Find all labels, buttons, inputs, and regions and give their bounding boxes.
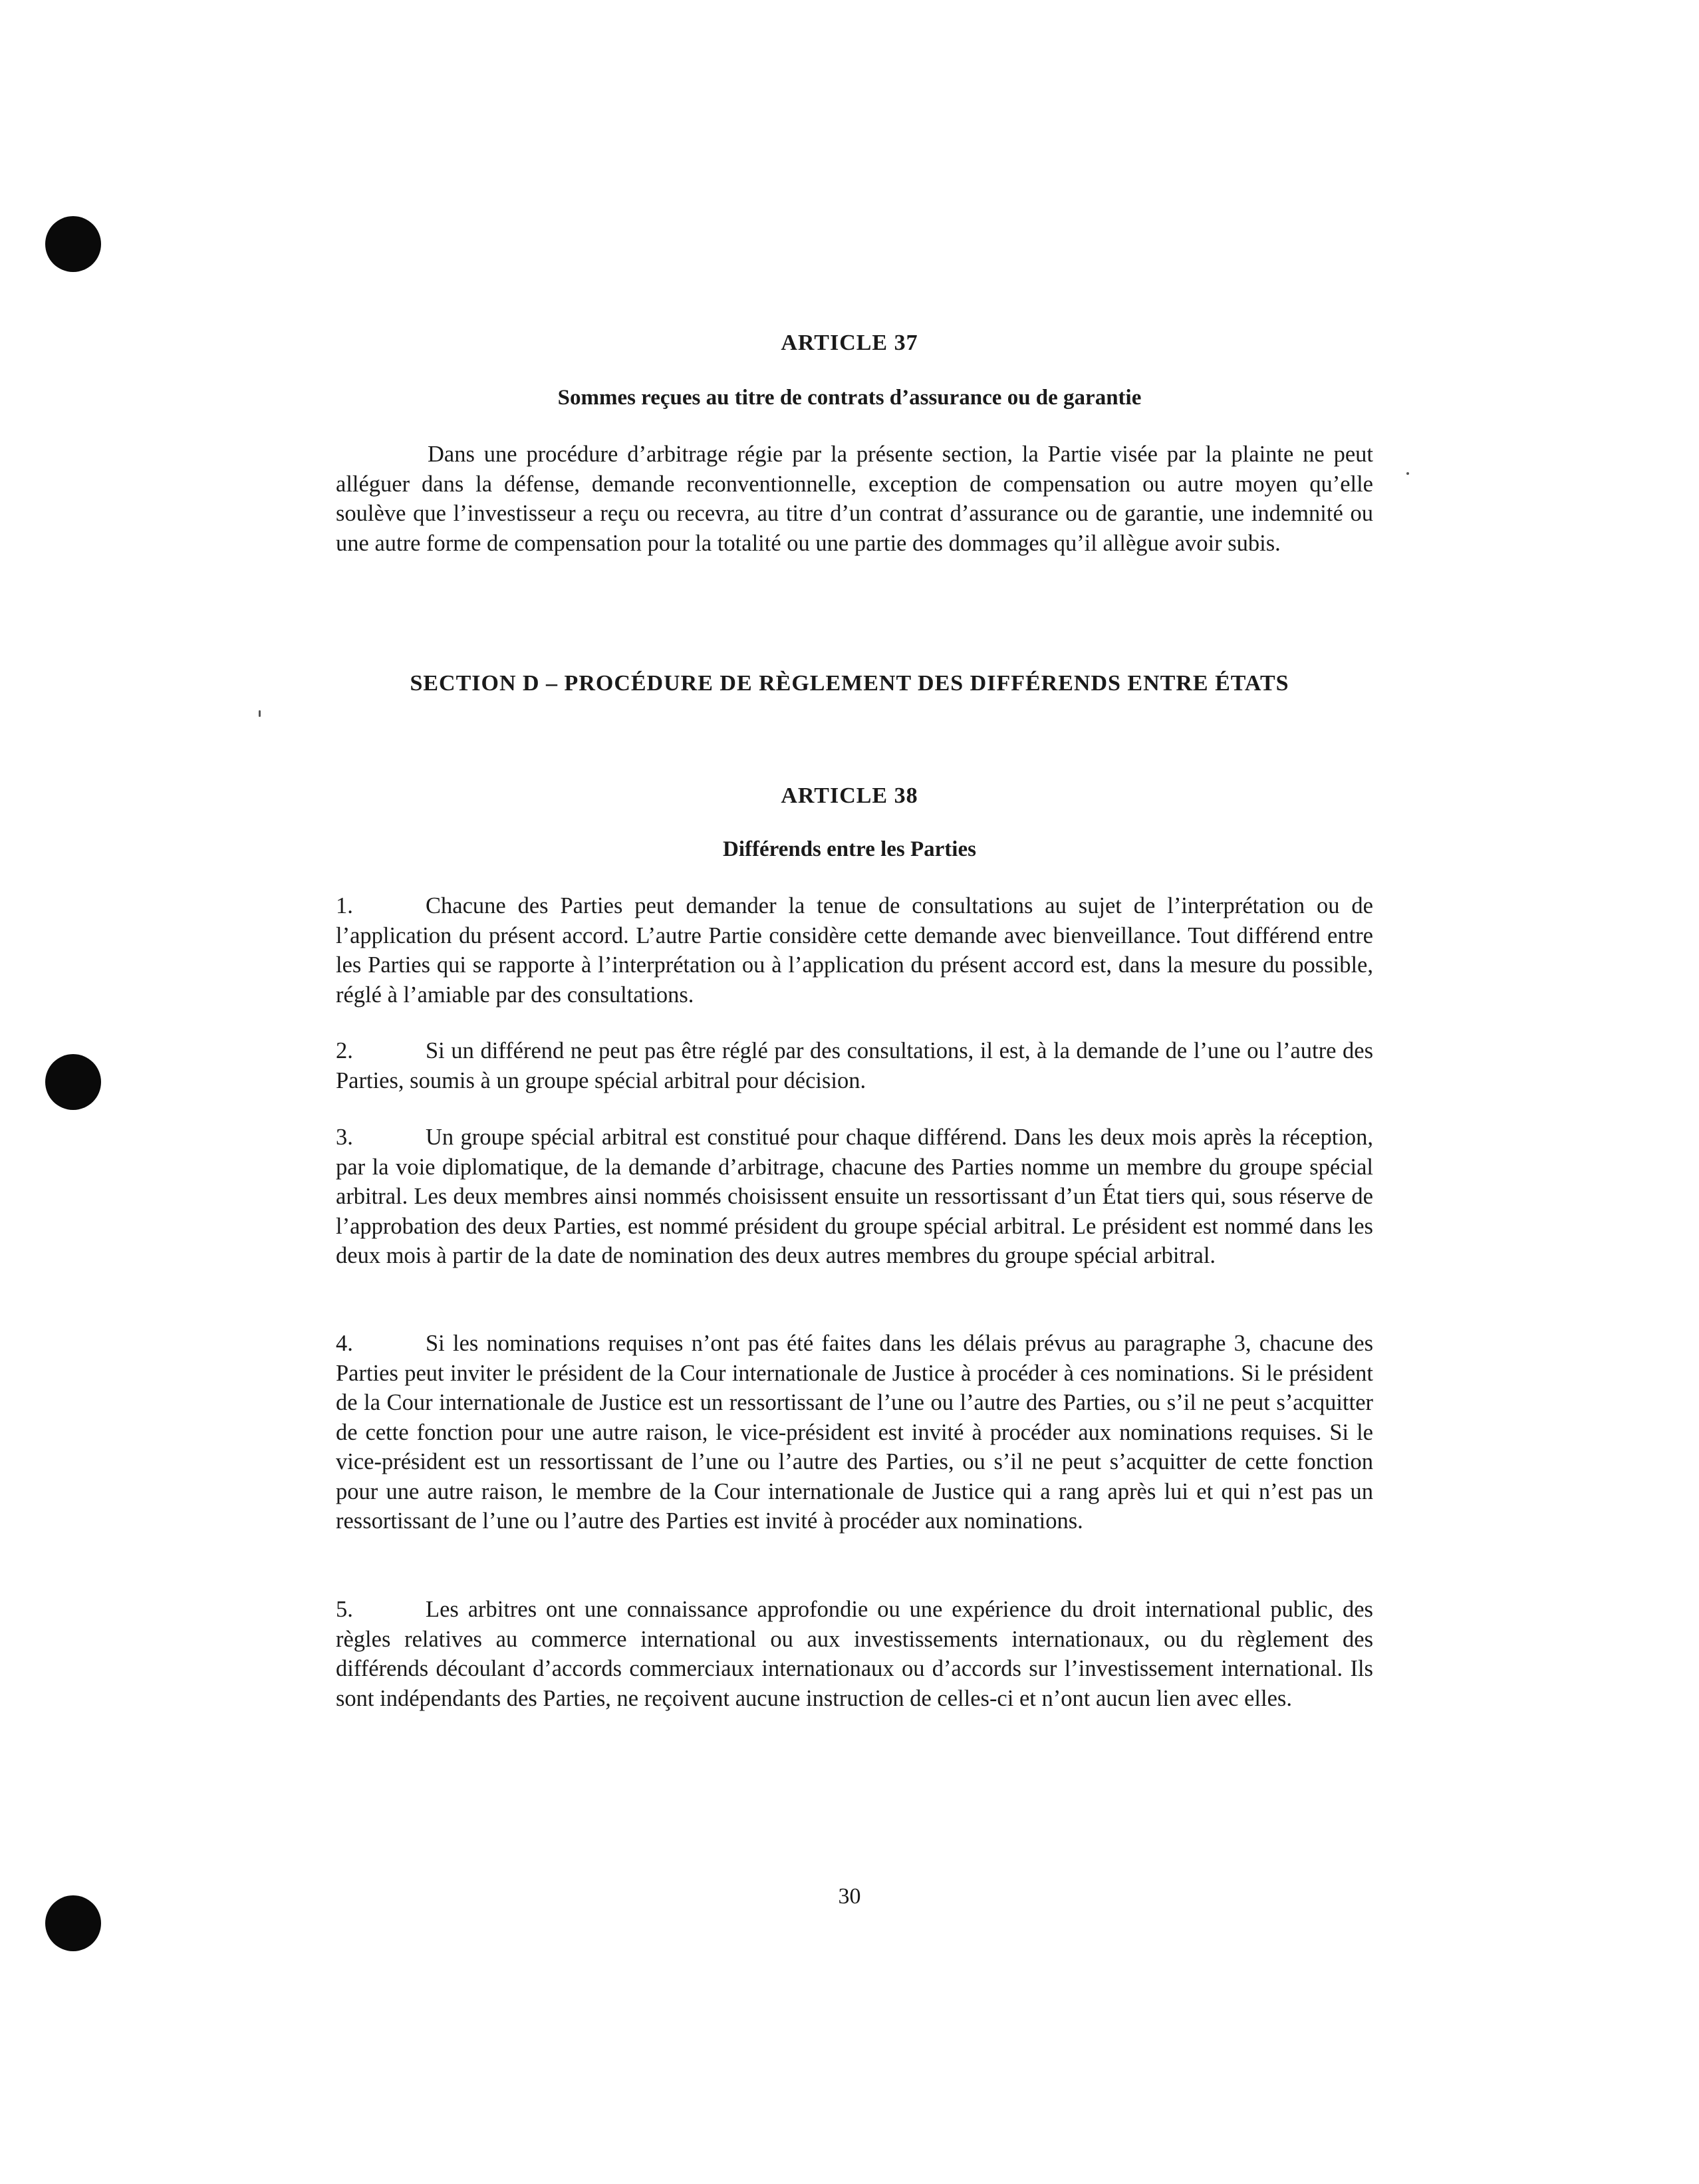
article-38-paragraph-4 <box>336 1329 1373 1536</box>
paragraph-text: Si un différend ne peut pas être réglé par des consultations, il est, à la demande de l’une ou l’autre des Parties, soumis à un groupe spécial arbitral pour décision. <box>336 1038 1373 1093</box>
article-37-title: ARTICLE 37 <box>781 331 918 355</box>
article-37-body: Dans une procédure d’arbitrage régie par la présente section, la Partie visée par la plainte ne peut alléguer dans la défense, demande reconventionnelle, exception de compensation ou autre moyen qu’elle soulève que l’investisseur a reçu ou recevra, au titre d’un contrat d’assurance ou de garantie, une indemnité ou une autre forme de compensation pour la totalité ou une partie des dommages qu’il allègue avoir subis. <box>336 442 1373 556</box>
article-38-subtitle: Différends entre les Parties <box>723 837 976 861</box>
paragraph-number: 4. <box>336 1331 353 1356</box>
scan-speck <box>1406 472 1409 475</box>
article-38-paragraph-2 <box>336 1036 1373 1095</box>
paragraph-text: Chacune des Parties peut demander la tenue de consultations au sujet de l’interprétation ou de l’application du présent accord. L’autre Partie considère cette demande avec bienveillance. Tout différend entre les Parties qui se rapporte à l’interprétation ou à l’application du présent accord est, dans la mesure du possible, réglé à l’amiable par des consultations. <box>336 893 1373 1008</box>
paragraph-number: 5. <box>336 1597 353 1622</box>
punch-hole-middle <box>45 1054 101 1110</box>
paragraph-number: 3. <box>336 1125 353 1150</box>
article-38-paragraph-5 <box>336 1595 1373 1713</box>
scan-speck <box>259 710 261 717</box>
paragraph-text: Un groupe spécial arbitral est constitué pour chaque différend. Dans les deux mois après la réception, par la voie diplomatique, de la demande d’arbitrage, chacune des Parties nomme un membre du groupe spécial arbitral. Les deux membres ainsi nommés choisissent ensuite un ressortissant d’un État tiers qui, sous réserve de l’approbation des deux Parties, est nommé président du groupe spécial arbitral. Le président est nommé dans les deux mois à partir de la date de nomination des deux autres membres du groupe spécial arbitral. <box>336 1125 1373 1268</box>
article-37-subtitle: Sommes reçues au titre de contrats d’assurance ou de garantie <box>557 386 1142 410</box>
paragraph-text: Si les nominations requises n’ont pas été faites dans les délais prévus au paragraphe 3, chacune des Parties peut inviter le président de la Cour internationale de Justice à procéder à ces nominations. Si le président de la Cour internationale de Justice est un ressortissant de l’une ou l’autre des Parties, ou s’il ne peut s’acquitter de cette fonction pour une autre raison, le vice-président est invité à procéder aux nominations requises. Si le vice-président est un ressortissant de l’une ou l’autre des Parties, ou s’il ne peut s’acquitter de cette fonction pour une autre raison, le membre de la Cour internationale de Justice qui a rang après lui et qui n’est pas un ressortissant de l’une ou l’autre des Parties est invité à procéder aux nominations. <box>336 1331 1373 1534</box>
article-38-title: ARTICLE 38 <box>781 783 918 808</box>
article-38-paragraph-3 <box>336 1123 1373 1271</box>
paragraph-text: Les arbitres ont une connaissance approfondie ou une expérience du droit international public, des règles relatives au commerce international ou aux investissements internationaux, ou du règlement des différends découlant d’accords commerciaux internationaux ou d’accords sur l’investissement international. Ils sont indépendants des Parties, ne reçoivent aucune instruction de celles-ci et n’ont aucun lien avec elles. <box>336 1597 1373 1711</box>
paragraph-number: 2. <box>336 1038 353 1063</box>
page-number: 30 <box>838 1884 861 1909</box>
punch-hole-top <box>45 216 101 272</box>
section-d-title: SECTION D – PROCÉDURE DE RÈGLEMENT DES DIFFÉRENDS ENTRE ÉTATS <box>410 671 1289 696</box>
article-38-paragraph-1 <box>336 891 1373 1010</box>
paragraph-number: 1. <box>336 893 353 918</box>
